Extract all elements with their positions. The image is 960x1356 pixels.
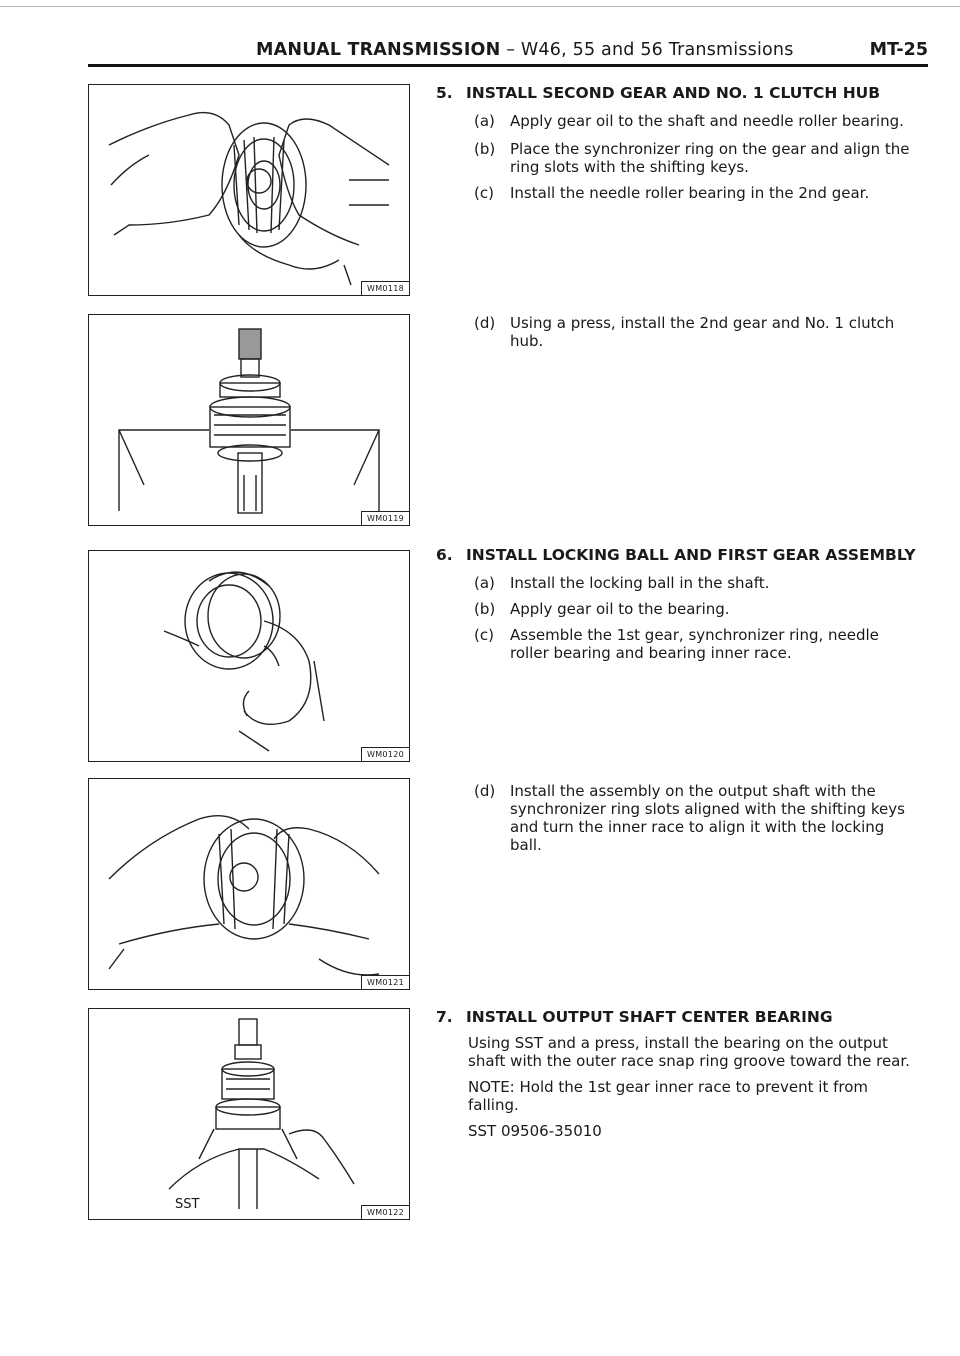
title-rest: – W46, 55 and 56 Transmissions: [500, 40, 794, 60]
item-text: Install the needle roller bearing in the 2nd gear.: [510, 184, 870, 202]
step-title: INSTALL LOCKING BALL AND FIRST GEAR ASSEMBLY: [466, 546, 916, 564]
step-title: INSTALL OUTPUT SHAFT CENTER BEARING: [466, 1008, 833, 1026]
page-number: MT-25: [869, 40, 928, 60]
step-6-item-a: [474, 574, 919, 592]
step-5-heading: [436, 84, 926, 102]
step-6-item-d: [474, 782, 919, 854]
item-text: Apply gear oil to the bearing.: [510, 600, 730, 618]
figure-wm0120: [88, 550, 410, 762]
step-6-heading: [436, 546, 926, 564]
step-5-item-a: [474, 112, 919, 130]
item-text: Place the synchronizer ring on the gear and align the ring slots with the shifting keys.: [510, 140, 910, 176]
figure-code: WM0120: [361, 747, 409, 761]
figure-code: WM0119: [361, 511, 409, 525]
top-rule: [0, 6, 960, 7]
step-7-sst: SST 09506-35010: [468, 1122, 602, 1140]
figure-illustration: [89, 85, 409, 295]
step-number: 5.: [436, 84, 453, 102]
item-text: Install the locking ball in the shaft.: [510, 574, 770, 592]
step-5-item-d: [474, 314, 919, 350]
item-label: (a): [474, 112, 495, 130]
step-7-note: NOTE: Hold the 1st gear inner race to prevent it from falling.: [468, 1078, 869, 1114]
step-number: 6.: [436, 546, 453, 564]
item-label: (a): [474, 574, 495, 592]
figure-code: WM0121: [361, 975, 409, 989]
step-5-item-b: [474, 140, 919, 176]
figure-wm0119: [88, 314, 410, 526]
item-text: Assemble the 1st gear, synchronizer ring, needle roller bearing and bearing inner race.: [510, 626, 879, 662]
step-6-item-b: [474, 600, 919, 618]
figure-wm0121: [88, 778, 410, 990]
item-label: (c): [474, 184, 494, 202]
sst-label: SST: [175, 1197, 200, 1212]
item-label: (b): [474, 140, 496, 158]
step-number: 7.: [436, 1008, 453, 1026]
figure-illustration: [89, 779, 409, 989]
step-7-heading: [436, 1008, 926, 1026]
step-6-item-c: [474, 626, 919, 662]
step-7-paragraph: Using SST and a press, install the bearing on the output shaft with the outer race snap ring groove toward the rear.: [468, 1034, 910, 1070]
item-label: (c): [474, 626, 494, 644]
figure-illustration: [89, 1009, 409, 1219]
figure-code: WM0118: [361, 281, 409, 295]
figure-illustration: [89, 551, 409, 761]
step-5-item-c: [474, 184, 919, 202]
item-label: (d): [474, 782, 496, 800]
item-label: (b): [474, 600, 496, 618]
item-text: Using a press, install the 2nd gear and No. 1 clutch hub.: [510, 314, 895, 350]
page-header: [88, 38, 928, 67]
page-title: [256, 40, 794, 60]
figure-code: WM0122: [361, 1205, 409, 1219]
item-text: Apply gear oil to the shaft and needle roller bearing.: [510, 112, 904, 130]
item-label: (d): [474, 314, 496, 332]
figure-wm0118: [88, 84, 410, 296]
item-text: Install the assembly on the output shaft with the synchronizer ring slots aligned with the shifting keys and turn the inner race to align it with the locking ball.: [510, 782, 905, 854]
figure-wm0122: [88, 1008, 410, 1220]
title-bold: MANUAL TRANSMISSION: [256, 40, 501, 60]
step-title: INSTALL SECOND GEAR AND NO. 1 CLUTCH HUB: [466, 84, 881, 102]
figure-illustration: [89, 315, 409, 525]
